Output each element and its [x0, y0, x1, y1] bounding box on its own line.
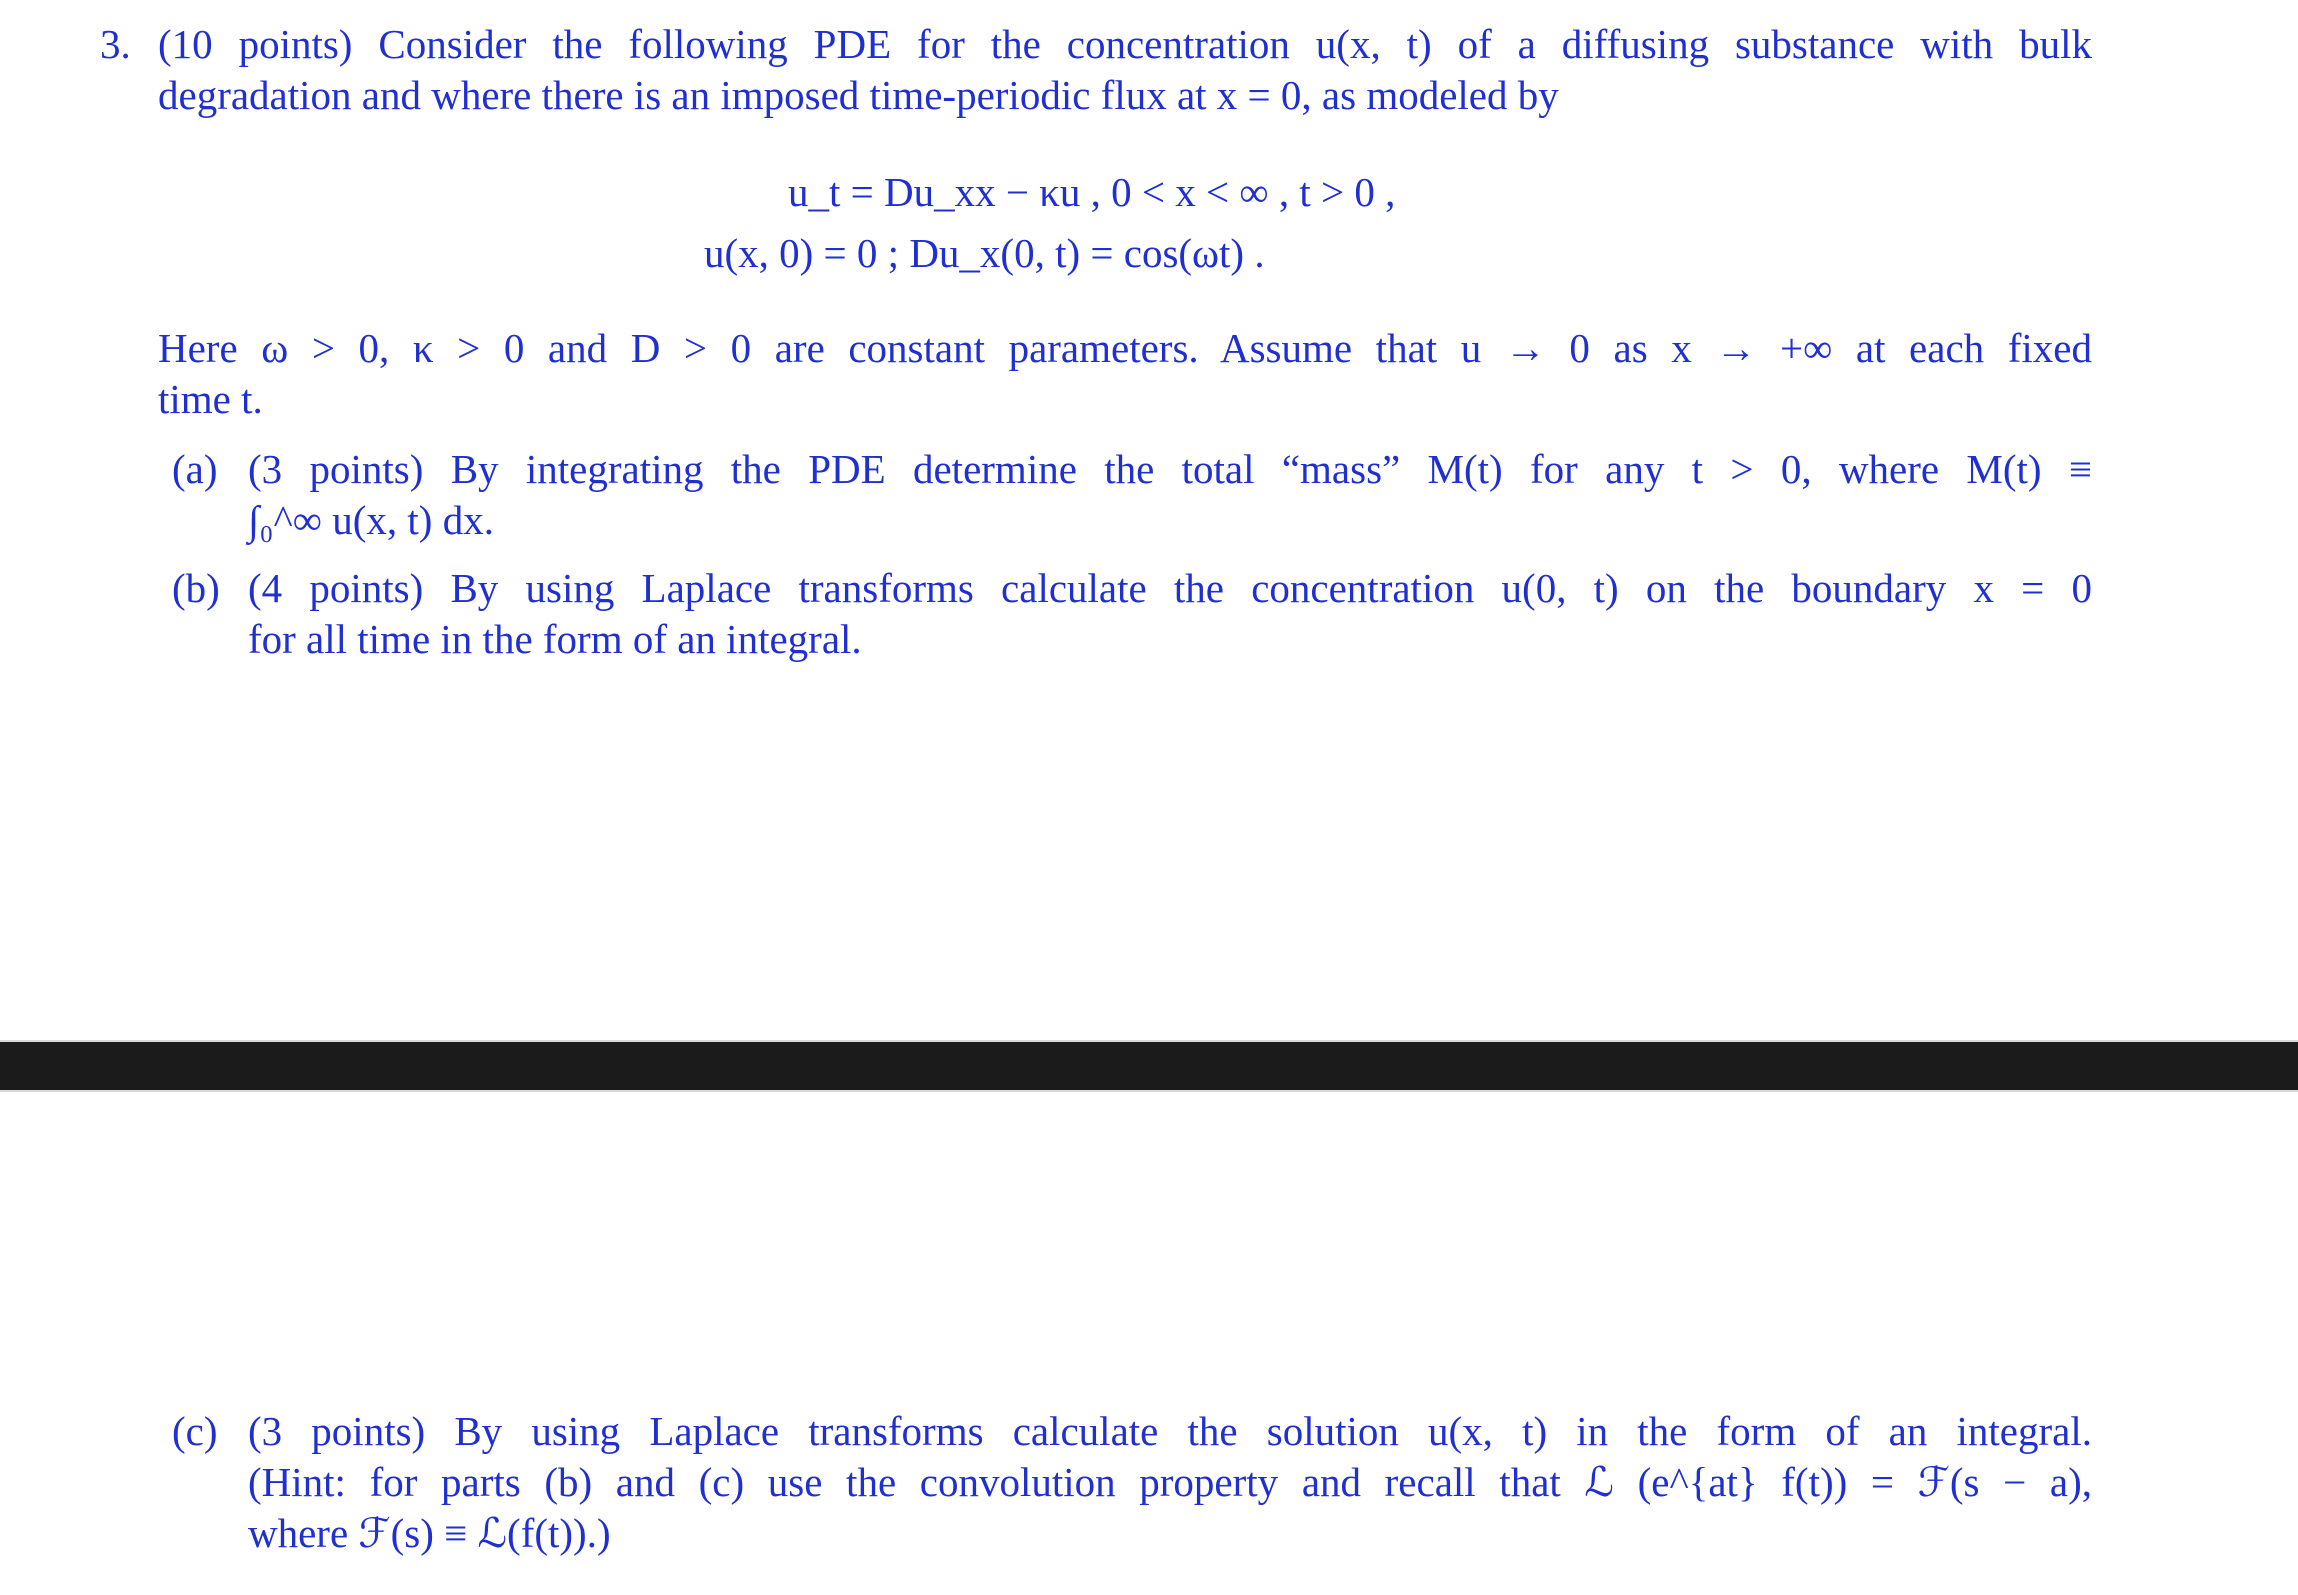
part-a-line2: ∫₀^∞ u(x, t) dx. — [248, 497, 494, 543]
pde-equation: u_t = Du_xx − κu , 0 < x < ∞ , t > 0 , — [788, 169, 1396, 215]
problem-intro-line2: degradation and where there is an imposed time-periodic flux at x = 0, as modeled by — [158, 72, 1559, 118]
part-c-line1: (3 points) By using Laplace transforms calculate the solution u(x, t) in the form of an integral. — [248, 1408, 2092, 1454]
part-b-label: (b) — [172, 565, 220, 611]
part-c-line2: (Hint: for parts (b) and (c) use the convolution property and recall that ℒ (e^{at} f(t)) = ℱ(s − a), — [248, 1459, 2092, 1505]
parameters-line2: time t. — [158, 376, 263, 422]
part-b-line1: (4 points) By using Laplace transforms calculate the concentration u(0, t) on the boundary x = 0 — [248, 565, 2092, 611]
part-b-line2: for all time in the form of an integral. — [248, 616, 862, 662]
problem-number: 3. — [100, 21, 131, 67]
part-c-label: (c) — [172, 1408, 218, 1454]
parameters-line1: Here ω > 0, κ > 0 and D > 0 are constant parameters. Assume that u → 0 as x → +∞ at each fixed — [158, 325, 2092, 371]
part-a-label: (a) — [172, 446, 218, 492]
part-c-line3: where ℱ(s) ≡ ℒ(f(t)).) — [248, 1510, 611, 1556]
part-a-line1: (3 points) By integrating the PDE determine the total “mass” M(t) for any t > 0, where M(t) ≡ — [248, 446, 2092, 492]
problem-intro-line1: (10 points) Consider the following PDE for the concentration u(x, t) of a diffusing substance with bulk — [158, 21, 2092, 67]
initial-boundary-conditions: u(x, 0) = 0 ; Du_x(0, t) = cos(ωt) . — [704, 230, 1265, 276]
page-divider — [0, 1040, 2298, 1092]
